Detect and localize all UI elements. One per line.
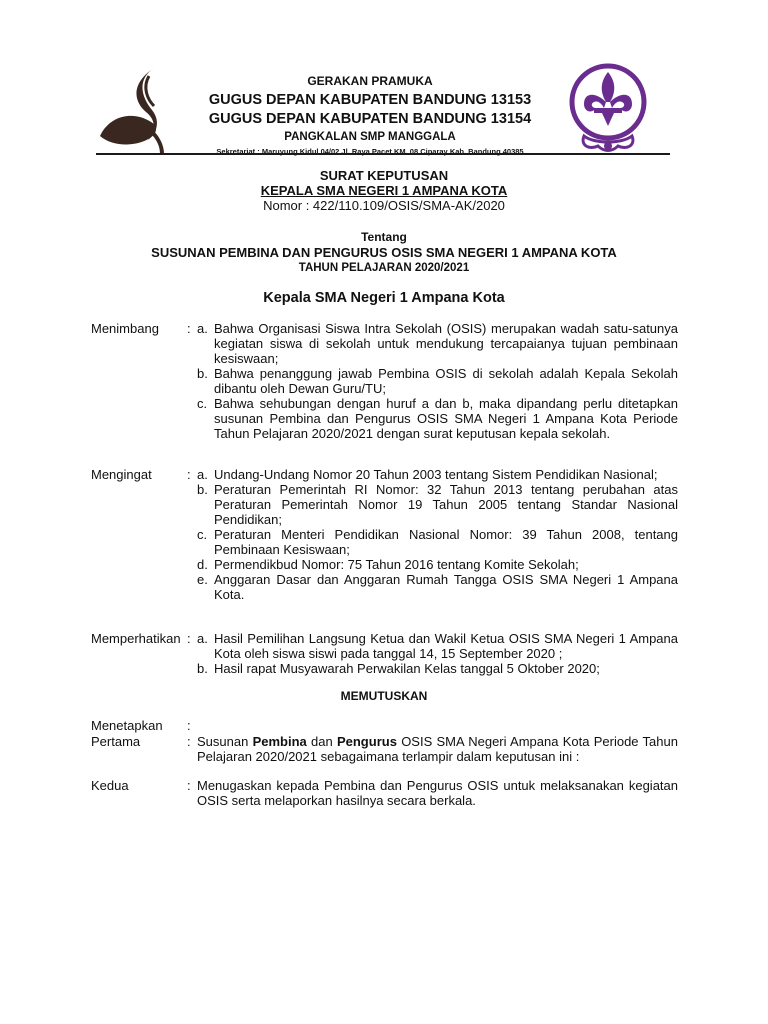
document-type: SURAT KEPUTUSAN (319, 168, 449, 183)
list-item (197, 482, 678, 527)
document-number: Nomor : 422/110.109/OSIS/SMA-AK/2020 (263, 198, 505, 213)
world-scout-emblem-icon (566, 62, 650, 154)
academic-year: TAHUN PELAJARAN 2020/2021 (298, 262, 470, 274)
bold-segment: Pengurus (336, 734, 397, 749)
section-colon: : (187, 718, 191, 733)
section-label: Mengingat (91, 467, 152, 482)
text-segment: Susunan (197, 734, 253, 749)
text-segment: OSIS SMA Negeri Ampana Kota Periode Tahun Pelajaran 2020/2021 sebagaimana terlampir dalam keputusan ini : (197, 734, 678, 764)
text-segment: dan (306, 734, 337, 749)
section-colon: : (187, 734, 191, 749)
mengingat-section (91, 467, 678, 602)
issuer-heading: Kepala SMA Negeri 1 Ampana Kota (263, 290, 505, 306)
menimbang-section (91, 321, 678, 441)
list-item (197, 557, 678, 572)
item-letter: e. (197, 572, 208, 587)
unit-name-1: GUGUS DEPAN KABUPATEN BANDUNG 13153 (208, 92, 532, 108)
list-item (197, 396, 678, 441)
unit-name-2: GUGUS DEPAN KABUPATEN BANDUNG 13154 (208, 111, 532, 127)
item-letter: b. (197, 482, 208, 497)
item-text: Bahwa sehubungan dengan huruf a dan b, maka dipandang perlu ditetapkan susunan Pembina dan Pengurus OSIS SMA Negeri 1 Ampana Kota Periode Tahun Pelajaran 2020/2021 dengan surat keputusan kepala sekolah. (214, 396, 678, 441)
section-label: Kedua (91, 778, 129, 793)
item-letter: a. (197, 631, 208, 646)
item-letter: a. (197, 321, 208, 336)
item-text: Hasil Pemilihan Langsung Ketua dan Wakil Ketua OSIS SMA Negeri 1 Ampana Kota oleh siswa siswi pada tanggal 14, 15 September 2020 ; (214, 631, 678, 661)
section-colon: : (187, 467, 191, 482)
section-label: Menetapkan (91, 718, 163, 733)
menetapkan-section (91, 718, 678, 733)
item-text: Peraturan Pemerintah RI Nomor: 32 Tahun 2013 tentang perubahan atas Peraturan Pemerintah Nomor 19 Tahun 2005 tentang Standar Nasional Pendidikan; (214, 482, 678, 527)
section-label: Menimbang (91, 321, 159, 336)
memutuskan-heading: MEMUTUSKAN (340, 689, 428, 703)
letterhead-text (190, 74, 550, 156)
memperhatikan-section (91, 631, 678, 676)
list-item (197, 661, 678, 676)
tunas-kelapa-logo-icon (96, 66, 174, 154)
list-item (197, 366, 678, 396)
document-subject: SUSUNAN PEMBINA DAN PENGURUS OSIS SMA NEGERI 1 AMPANA KOTA (151, 245, 617, 260)
item-text: Anggaran Dasar dan Anggaran Rumah Tangga OSIS SMA Negeri 1 Ampana Kota. (214, 572, 678, 602)
item-text: Hasil rapat Musyawarah Perwakilan Kelas tanggal 5 Oktober 2020; (214, 661, 600, 676)
item-letter: d. (197, 557, 208, 572)
section-colon: : (187, 778, 191, 793)
section-label: Memperhatikan (91, 631, 181, 646)
list-item (197, 467, 678, 482)
pertama-text (197, 734, 678, 764)
item-letter: b. (197, 366, 208, 381)
section-colon: : (187, 631, 191, 646)
item-letter: c. (197, 527, 208, 542)
secretariat-address: Sekretariat : Maruyung Kidul 04/02 Jl. Raya Pacet KM. 08 Ciparay Kab. Bandung 40385 (216, 147, 524, 156)
section-label: Pertama (91, 734, 141, 749)
list-item (197, 527, 678, 557)
item-text: Undang-Undang Nomor 20 Tahun 2003 tentang Sistem Pendidikan Nasional; (214, 467, 658, 482)
base-name: PANGKALAN SMP MANGGALA (284, 131, 456, 143)
item-text: Permendikbud Nomor: 75 Tahun 2016 tentang Komite Sekolah; (214, 557, 579, 572)
org-name: GERAKAN PRAMUKA (307, 74, 433, 88)
bold-segment: Pembina (252, 734, 307, 749)
item-letter: a. (197, 467, 208, 482)
item-text: Bahwa penanggung jawab Pembina OSIS di sekolah adalah Kepala Sekolah dibantu oleh Dewan Guru/TU; (214, 366, 678, 396)
kedua-text: Menugaskan kepada Pembina dan Pengurus OSIS untuk melaksanakan kegiatan OSIS serta melaporkan hasilnya secara berkala. (197, 778, 678, 808)
section-colon: : (187, 321, 191, 336)
letterhead-divider (96, 153, 670, 155)
tentang-label: Tentang (361, 230, 407, 244)
item-text: Peraturan Menteri Pendidikan Nasional Nomor: 39 Tahun 2008, tentang Pembinaan Kesiswaan; (214, 527, 678, 557)
list-item (197, 631, 678, 661)
item-letter: b. (197, 661, 208, 676)
kedua-section (91, 778, 678, 808)
document-issuer: KEPALA SMA NEGERI 1 AMPANA KOTA (260, 183, 508, 198)
list-item (197, 572, 678, 602)
list-item (197, 321, 678, 366)
item-text: Bahwa Organisasi Siswa Intra Sekolah (OSIS) merupakan wadah satu-satunya kegiatan siswa di sekolah untuk mendukung tercapaianya tujuan pembinaan kesiswaan; (214, 321, 678, 366)
item-letter: c. (197, 396, 208, 411)
letterhead (0, 60, 768, 160)
pertama-section (91, 734, 678, 764)
